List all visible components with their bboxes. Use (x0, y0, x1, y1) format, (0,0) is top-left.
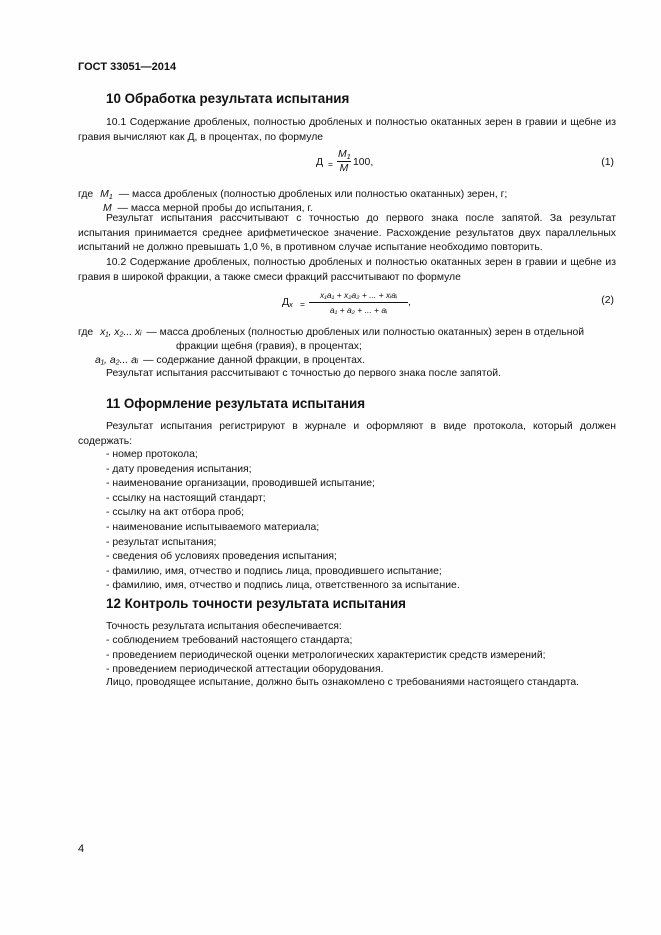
document-header: ГОСТ 33051—2014 (78, 61, 177, 73)
section-10-title: 10 Обработка результата испытания (106, 91, 350, 106)
list-item: - сведения об условиях проведения испытания; (106, 551, 337, 563)
section-12-final: Лицо, проводящее испытание, должно быть ознакомлено с требованиями настоящего стандарта. (106, 677, 580, 688)
list-item: - фамилию, имя, отчество и подпись лица, ответственного за испытание. (106, 580, 460, 592)
formula-1-numerator: $M_1$ (338, 149, 351, 161)
formula-1-multiplier: 100, (353, 157, 374, 168)
list-item: - дату проведения испытания; (106, 463, 252, 475)
where-x-continued: фракции щебня (гравия), в процентах; (176, 341, 362, 352)
list-item: - наименование организации, проводившей испытание; (106, 478, 375, 490)
paragraph-10-2: 10.2 Содержание дробленых, полностью дробленых и полностью окатанных зерен в гравии и щебне из гравия в широкой фракции, а также смеси фракций рассчитывают по формуле (78, 257, 616, 283)
list-item: - фамилию, имя, отчество и подпись лица, проводившего испытание; (106, 565, 442, 577)
list-item: - соблюдением требований настоящего стандарта; (106, 635, 353, 646)
formula-1-denominator: M (339, 163, 349, 174)
list-item: - номер протокола; (106, 449, 198, 460)
list-item: - проведением периодической аттестации оборудования. (106, 664, 384, 676)
formula-1-lhs: Д (316, 157, 324, 168)
section-12-intro: Точность результата испытания обеспечивается: (106, 621, 342, 632)
list-item: - наименование испытываемого материала; (106, 521, 320, 533)
formula-2-denominator: a₁ + a₂ + ... + aᵢ (329, 305, 388, 315)
formula-2-equals: = (300, 299, 305, 309)
paragraph-10-2-result: Результат испытания рассчитывают с точностью до первого знака после запятой. (106, 368, 501, 379)
formula-1-equals: = (328, 159, 333, 169)
formula-2-lhs: $Д_x$ (282, 297, 293, 309)
where-m: M — масса мерной пробы до испытания, г. (103, 203, 313, 214)
formula-2-number: (2) (601, 295, 614, 306)
formula-2-comma: , (408, 297, 411, 308)
where-x: где x₁, x₂... xᵢ — масса дробленых (полностью дробленых или полностью окатанных) зерен в отдельной (78, 327, 585, 338)
formula-1-number: (1) (601, 157, 614, 168)
section-11-list (106, 448, 460, 594)
section-11-title: 11 Оформление результата испытания (106, 396, 366, 411)
formula-2-fraction (309, 288, 408, 317)
where-m1: где $M_1$ — масса дробленых (полностью дробленых или полностью окатанных) зерен, г; (78, 189, 508, 201)
paragraph-10-1: 10.1 Содержание дробленых, полностью дробленых и полностью окатанных зерен в гравии и щебне из гравия вычисляют как Д, в процентах, по формуле (78, 117, 616, 143)
section-12-title: 12 Контроль точности результата испытания (106, 596, 406, 611)
list-item: - ссылку на настоящий стандарт; (106, 492, 266, 504)
formula-2-numerator: x₁a₁ + x₂a₂ + ... + xᵢaᵢ (309, 288, 408, 303)
list-item: - ссылку на акт отбора проб; (106, 507, 245, 519)
paragraph-10-1-result: Результат испытания рассчитывают с точностью до первого знака после запятой. За результат испытания принимается среднее арифметическое значение. Расхождение результатов двух параллельных испытаний не должно превышать 1,0 %, в противном случае испытание необходимо повторить. (78, 213, 616, 254)
section-11-intro: Результат испытания регистрируют в журнале и оформляют в виде протокола, который должен содержать: (78, 421, 616, 447)
page-number: 4 (78, 843, 85, 855)
list-item: - проведением периодической оценки метрологических характеристик средств измерений; (106, 649, 546, 661)
list-item: - результат испытания; (106, 536, 217, 548)
formula-1-fraction (337, 148, 351, 175)
section-12-list (106, 634, 546, 678)
where-a: a₁, a₂... aᵢ — содержание данной фракции, в процентах. (95, 355, 366, 366)
